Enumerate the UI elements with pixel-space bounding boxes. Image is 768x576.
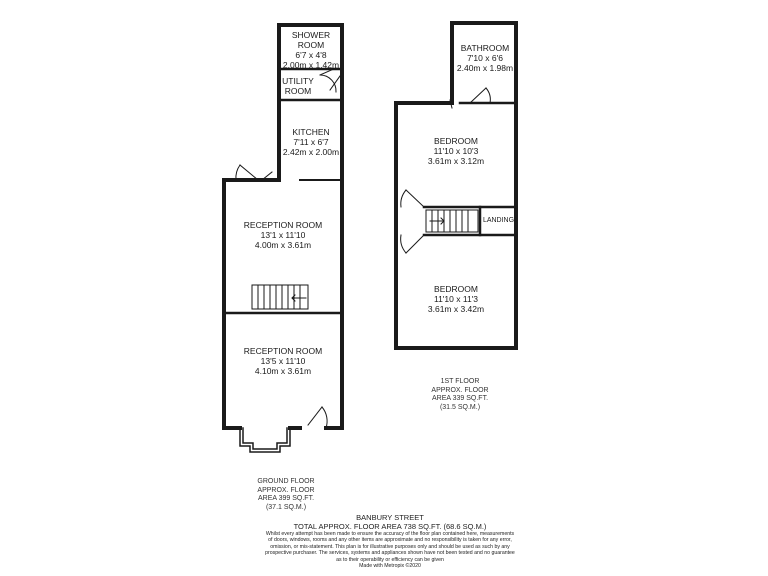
utility-room-label [279, 76, 317, 96]
bedroom-1-name: BEDROOM [434, 136, 478, 146]
disclaimer-line-2: of doors, windows, rooms and any other items are approximate and no responsibility is taken for any error, [268, 537, 512, 544]
disclaimer-line-4: prospective purchaser. The services, systems and appliances shown have not been tested and no guarantee [265, 550, 515, 557]
disclaimer-line-3: omission, or mis-statement. This plan is for illustrative purposes only and should be used as such by any [270, 543, 510, 550]
bedroom-1-label [398, 136, 514, 166]
total-area: TOTAL APPROX. FLOOR AREA 738 SQ.FT. (68.6 SQ.M.) [293, 522, 487, 531]
shower-room-label [281, 30, 341, 70]
utility-room-name-1: UTILITY [282, 76, 314, 86]
ground-floor-label-4: (37.1 SQ.M.) [265, 503, 307, 511]
bedroom-2-metric: 3.61m x 3.42m [427, 304, 485, 314]
bedroom-1-imperial: 11'10 x 10'3 [433, 146, 479, 156]
shower-room-name-2: ROOM [297, 40, 325, 50]
credit: Made with Metropix ©2020 [359, 563, 421, 570]
utility-room-name-2: ROOM [284, 86, 312, 96]
kitchen-label [281, 127, 341, 157]
ground-floor-label-2: APPROX. FLOOR [257, 486, 315, 494]
first-floor-stairs [426, 210, 478, 232]
kitchen-name: KITCHEN [292, 127, 330, 137]
ground-floor-area-note [236, 478, 336, 512]
reception-room-2-imperial: 13'5 x 11'10 [260, 356, 306, 366]
ground-floor-label-1: GROUND FLOOR [257, 478, 315, 485]
reception-room-1-imperial: 13'1 x 11'10 [260, 230, 306, 240]
bathroom-label [454, 43, 516, 73]
address: BANBURY STREET [356, 513, 424, 522]
reception-room-1-metric: 4.00m x 3.61m [254, 240, 312, 250]
first-floor-label-2: APPROX. FLOOR [431, 386, 489, 394]
ground-floor-label-3: AREA 399 SQ.FT. [257, 495, 315, 502]
reception-room-1-label [226, 220, 340, 250]
kitchen-imperial: 7'11 x 6'7 [293, 137, 329, 147]
first-floor-label-3: AREA 339 SQ.FT. [431, 395, 489, 402]
shower-room-name-1: SHOWER [291, 30, 331, 40]
reception-room-2-name: RECEPTION ROOM [243, 346, 323, 356]
landing-name: LANDING [482, 217, 515, 224]
shower-room-imperial: 6'7 x 4'8 [295, 50, 327, 60]
ground-floor-partitions [224, 69, 342, 313]
bathroom-imperial: 7'10 x 6'6 [467, 53, 503, 63]
bedroom-2-imperial: 11'10 x 11'3 [433, 294, 479, 304]
disclaimer-line-1: Whilst every attempt has been made to ensure the accuracy of the floor plan contained here, measurements [265, 531, 515, 537]
first-floor-area-note [410, 378, 510, 412]
footer [200, 513, 580, 569]
landing-label [481, 216, 516, 226]
bay-window [240, 428, 290, 452]
shower-room-metric: 2.00m x 1.42m [282, 60, 340, 70]
first-floor-doors [401, 88, 491, 253]
first-floor-label-4: (31.5 SQ.M.) [439, 403, 481, 411]
bathroom-name: BATHROOM [460, 43, 510, 53]
kitchen-metric: 2.42m x 2.00m [282, 147, 340, 157]
bathroom-metric: 2.40m x 1.98m [456, 63, 514, 73]
disclaimer-line-5: as to their operability or efficiency can be given [336, 556, 444, 563]
bedroom-2-label [398, 284, 514, 314]
ground-floor-stairs [252, 285, 308, 309]
reception-room-2-label [226, 346, 340, 376]
reception-room-2-metric: 4.10m x 3.61m [254, 366, 312, 376]
bedroom-1-metric: 3.61m x 3.12m [427, 156, 485, 166]
bedroom-2-name: BEDROOM [434, 284, 478, 294]
first-floor-label-1: 1ST FLOOR [440, 378, 480, 385]
reception-room-1-name: RECEPTION ROOM [243, 220, 323, 230]
